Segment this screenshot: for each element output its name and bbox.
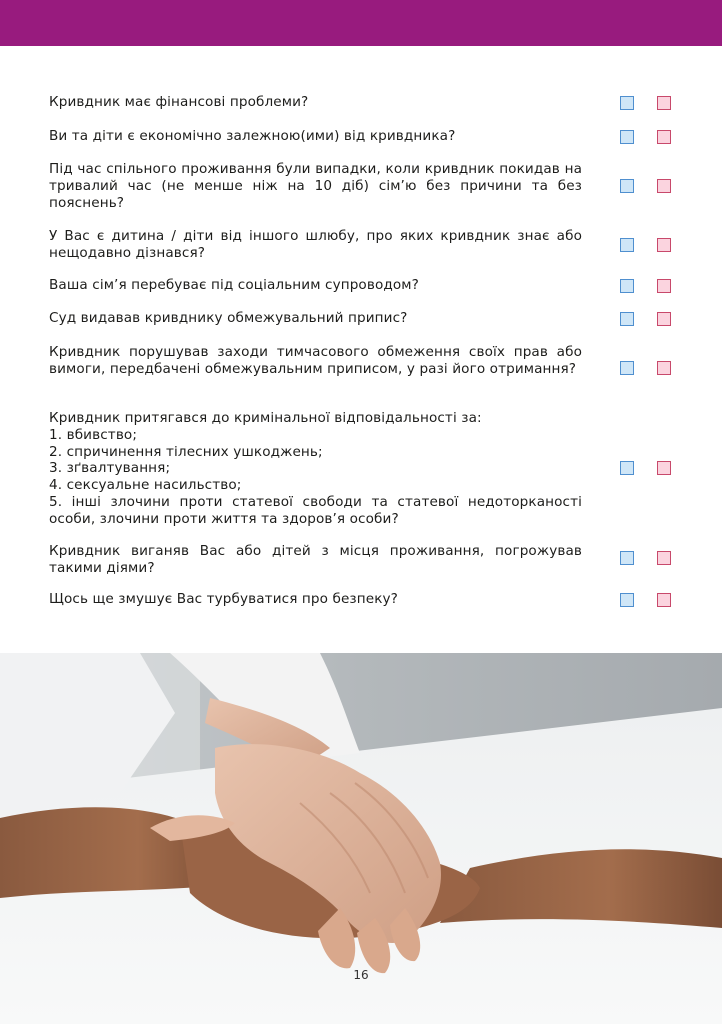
question-text: Під час спільного проживання були випадки, коли кривдник покидав на тривалий час (не менше ніж на 10 діб) сім’ю без причини та без пояснень? [49,161,582,211]
question-text: Щось ще змушує Вас турбуватися про безпеку? [49,591,398,607]
question-text: Ви та діти є економічно залежною(ими) від кривдника? [49,128,456,144]
question-2 [49,128,582,145]
no-checkbox[interactable] [657,361,671,375]
no-checkbox[interactable] [657,96,671,110]
page-number: 16 [353,968,369,982]
no-checkbox[interactable] [657,279,671,293]
question-4 [49,228,582,262]
yes-checkbox[interactable] [620,238,634,252]
no-checkbox[interactable] [657,130,671,144]
question-text: Кривдник притягався до кримінальної відповідальності за: 1. вбивство; 2. спричинення тілесних ушкоджень; 3. зґвалтування; 4. сексуальне насильство; 5. інші злочини проти статевої свободи та статевої недоторканості особи, злочини проти життя та здоров’я особи? [49,410,582,527]
yes-checkbox[interactable] [620,361,634,375]
yes-checkbox[interactable] [620,179,634,193]
no-checkbox[interactable] [657,551,671,565]
no-checkbox[interactable] [657,312,671,326]
question-10 [49,591,582,608]
question-text: Ваша сім’я перебуває під соціальним супроводом? [49,277,419,293]
yes-checkbox[interactable] [620,312,634,326]
question-1 [49,94,582,111]
yes-checkbox[interactable] [620,551,634,565]
yes-checkbox[interactable] [620,461,634,475]
question-7 [49,344,582,378]
yes-checkbox[interactable] [620,279,634,293]
question-text: Кривдник має фінансові проблеми? [49,94,309,110]
question-3 [49,161,582,211]
question-5 [49,277,582,294]
yes-checkbox[interactable] [620,130,634,144]
no-checkbox[interactable] [657,238,671,252]
question-6 [49,310,582,327]
question-text: Суд видавав кривднику обмежувальний припис? [49,310,408,326]
no-checkbox[interactable] [657,593,671,607]
yes-checkbox[interactable] [620,96,634,110]
question-8 [49,410,582,528]
question-text: Кривдник порушував заходи тимчасового обмеження своїх прав або вимоги, передбачені обмежувальним приписом, у разі його отримання? [49,344,582,377]
yes-checkbox[interactable] [620,593,634,607]
question-9 [49,543,582,577]
question-text: Кривдник виганяв Вас або дітей з місця проживання, погрожував такими діями? [49,543,582,576]
question-text: У Вас є дитина / діти від іншого шлюбу, про яких кривдник знає або нещодавно дізнався? [49,228,582,261]
no-checkbox[interactable] [657,179,671,193]
no-checkbox[interactable] [657,461,671,475]
